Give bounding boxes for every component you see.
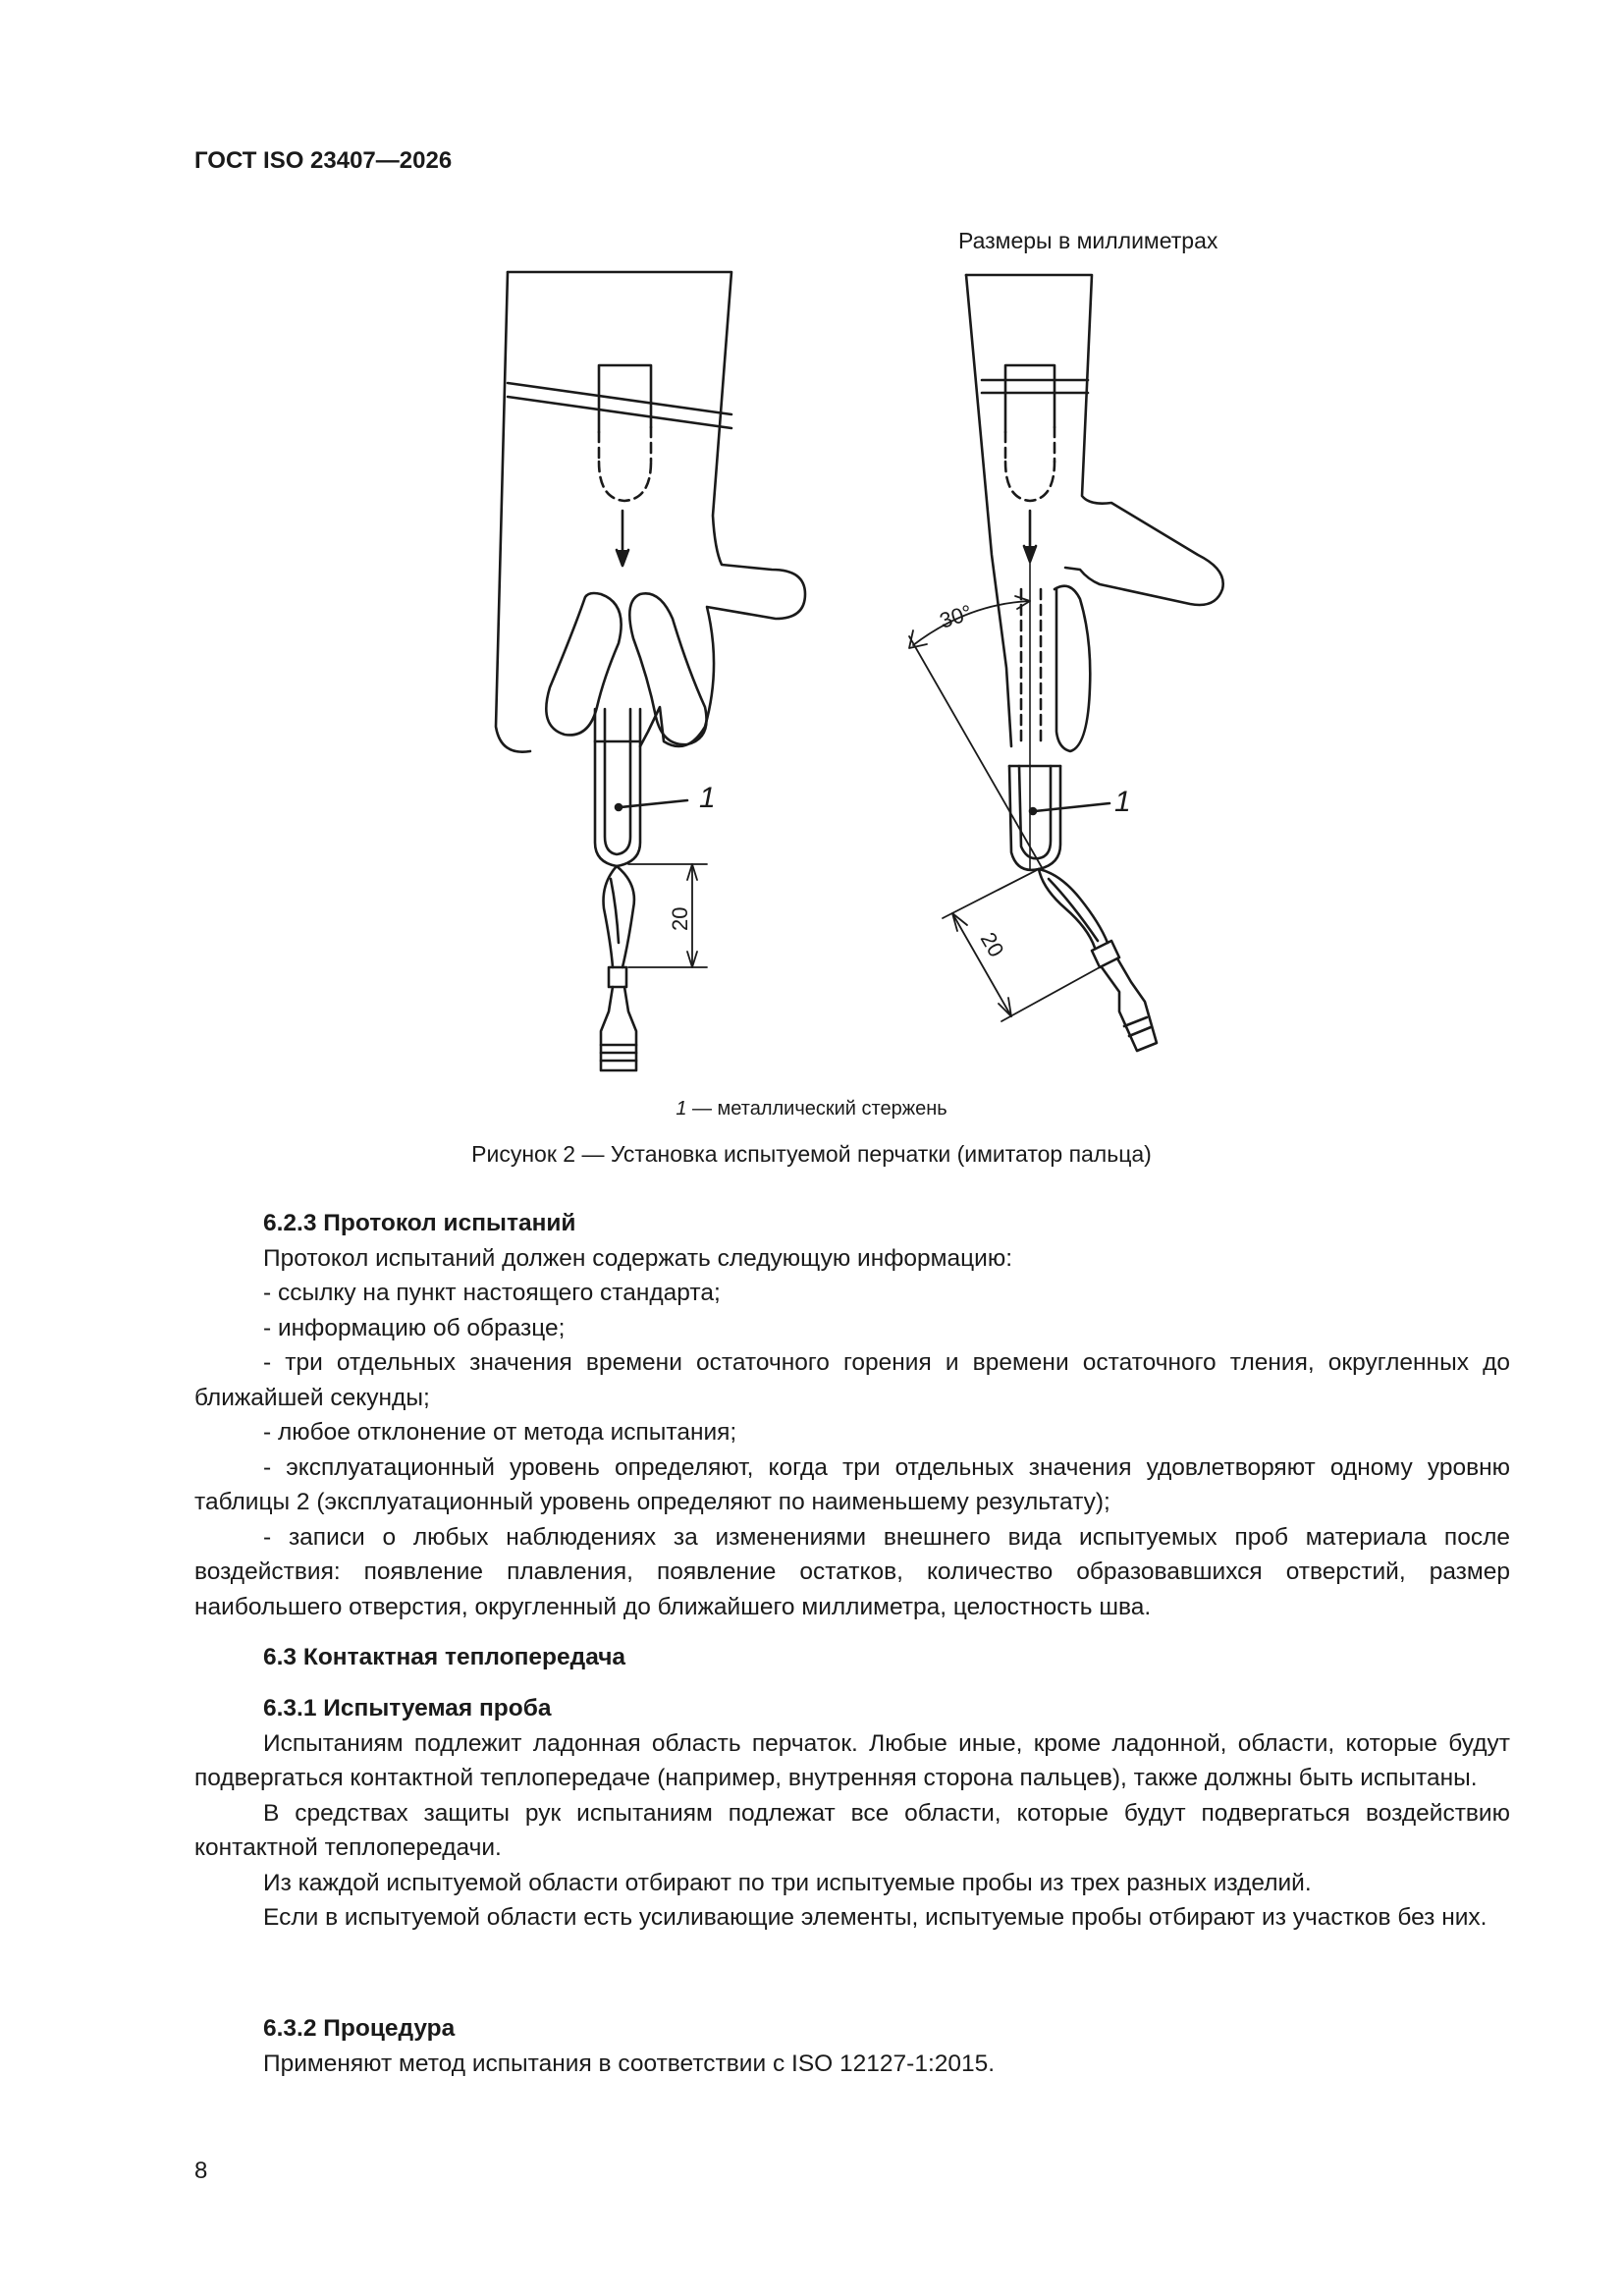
units-note: Размеры в миллиметрах [958, 228, 1218, 253]
dimension-left-label: 20 [668, 906, 692, 931]
paragraph: Если в испытуемой области есть усиливающие элементы, испытуемые пробы отбирают из участков без них. [263, 1904, 1488, 1931]
left-glove-drawing [496, 272, 805, 1070]
list-item: - три отдельных значения времени остаточного горения и времени остаточного тления, округленных до ближайшей секунды; [194, 1349, 1510, 1411]
callout-right-label: 1 [1114, 786, 1131, 818]
list-item: - информацию об образце; [263, 1314, 566, 1341]
right-glove-drawing [909, 275, 1223, 1051]
section-632 [194, 2011, 1510, 2081]
paragraph: Испытаниям подлежит ладонная область перчаток. Любые иные, кроме ладонной, области, которые будут подвергаться контактной теплопередаче (например, внутренняя сторона пальцев), также должны быть испытаны. [194, 1729, 1510, 1791]
list-item: - эксплуатационный уровень определяют, когда три отдельных значения удовлетворяют одному уровню таблицы 2 (эксплуатационный уровень определяют по наименьшему результату); [194, 1453, 1510, 1515]
paragraph: Из каждой испытуемой области отбирают по три испытуемые пробы из трех разных изделий. [263, 1869, 1312, 1896]
section-632-heading: 6.3.2 Процедура [263, 2015, 456, 2042]
glove-figure [461, 255, 1267, 1100]
section-631 [194, 1691, 1510, 1936]
figure-legend [0, 1098, 1623, 1121]
angle-label: 30° [936, 599, 976, 633]
section-63 [194, 1640, 1510, 1675]
callout-left-label: 1 [699, 782, 716, 814]
paragraph: Применяют метод испытания в соответствии с ISO 12127-1:2015. [263, 2050, 996, 2077]
legend-number: 1 [676, 1098, 687, 1120]
document-header: ГОСТ ISO 23407—2026 [194, 147, 453, 174]
list-item: - любое отклонение от метода испытания; [263, 1419, 737, 1446]
section-623-heading: 6.2.3 Протокол испытаний [263, 1210, 576, 1236]
list-item: - записи о любых наблюдениях за изменениями внешнего вида испытуемых проб материала после воздействия: появление плавления, появление остатков, количество образовавшихся отверстий, размер наибольшего отверстия, округленный до ближайшего миллиметра, целостность шва. [194, 1523, 1510, 1620]
section-63-heading: 6.3 Контактная теплопередача [263, 1644, 626, 1670]
list-item: - ссылку на пункт настоящего стандарта; [263, 1280, 721, 1306]
section-623 [194, 1206, 1510, 1624]
paragraph: В средствах защиты рук испытаниям подлежат все области, которые будут подвергаться воздействию контактной теплопередачи. [194, 1799, 1510, 1861]
section-623-intro: Протокол испытаний должен содержать следующую информацию: [263, 1244, 1013, 1272]
legend-text: — металлический стержень [686, 1098, 947, 1120]
section-631-heading: 6.3.1 Испытуемая проба [263, 1695, 552, 1722]
page-number: 8 [194, 2158, 208, 2184]
figure-caption: Рисунок 2 — Установка испытуемой перчатки (имитатор пальца) [471, 1141, 1152, 1167]
dimension-right-label: 20 [975, 928, 1009, 961]
